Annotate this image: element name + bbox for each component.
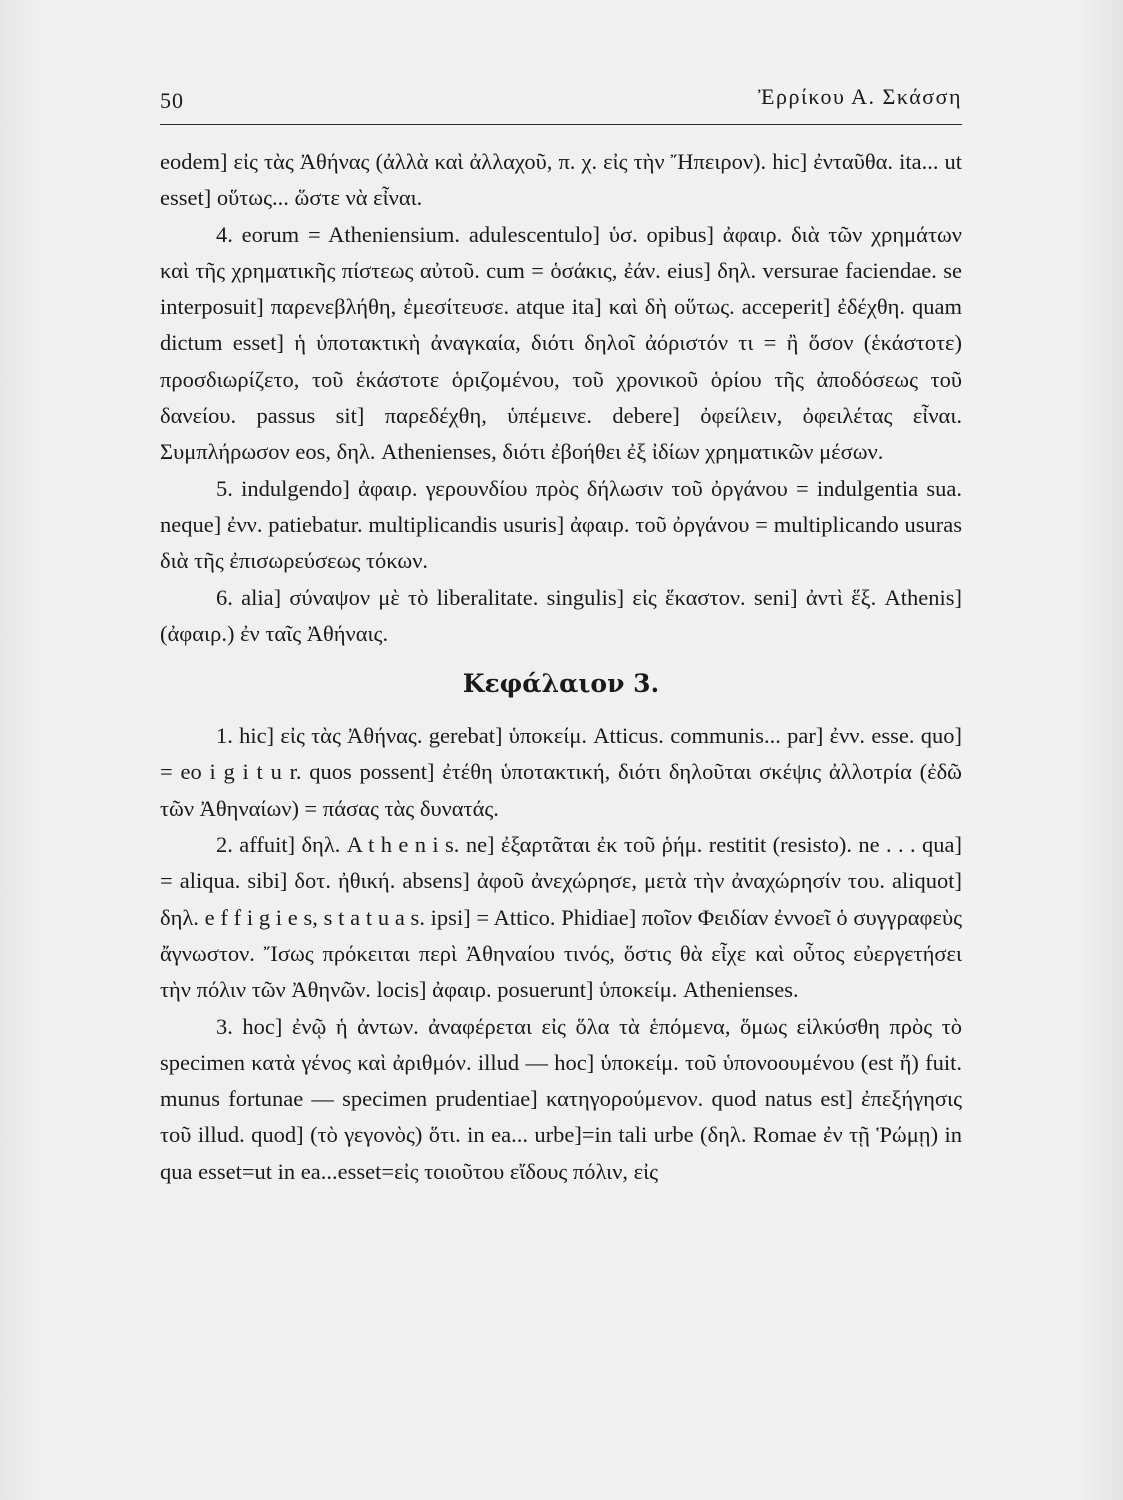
paragraph: 4. eorum = Atheniensium. adulescentulo] ὑσ. opibus] ἀφαιρ. διὰ τῶν χρημάτων καὶ τῆς χρηματικῆς πίστεως αὐτοῦ. cum = ὁσάκις, ἐάν. eius] δηλ. versurae faciendae. se interposuit] παρενεβλήθη, ἐμεσίτευσε. atque ita] καὶ δὴ οὕτως. acceperit] ἐδέχθη. quam dictum esset] ἡ ὑποτακτικὴ ἀναγκαία, διότι δηλοῖ ἀόριστόν τι = ἢ ὅσον (ἑκάστοτε) προσδιωρίζετο, τοῦ ἑκάστοτε ὁριζομένου, τοῦ χρονικοῦ ὁρίου τῆς ἀποδόσεως τοῦ δανείου. passus sit] παρεδέχθη, ὑπέμεινε. debere] ὀφείλειν, ὀφειλέτας εἶναι. Συμπλήρωσον eos, δηλ. Athenienses, διότι ἐβοήθει ἐξ ἰδίων χρηματικῶν μέσων. bbox=[160, 221, 962, 465]
paragraph: 6. alia] σύναψον μὲ τὸ liberalitate. singulis] εἰς ἕκαστον. seni] ἀντὶ ἕξ. Athenis] (ἀφαιρ.) ἐν ταῖς Ἀθήναις. bbox=[160, 584, 962, 646]
header-rule bbox=[160, 124, 962, 125]
running-head: Ἐρρίκου Α. Σκάσση bbox=[758, 84, 962, 109]
paragraph: 3. hoc] ἐνῷ ἡ ἀντων. ἀναφέρεται εἰς ὅλα τὰ ἑπόμενα, ὅμως εἱλκύσθη πρὸς τὸ specimen κατὰ γένος καὶ ἀριθμόν. illud — hoc] ὑποκείμ. τοῦ ὑπονοουμένου (est ἤ) fuit. munus fortunae — specimen prudentiae] κατηγορούμενον. quod natus est] ἐπεξήγησις τοῦ illud. quod] (τὸ γεγονὸς) ὅτι. in ea... urbe]=in tali urbe (δηλ. Romae ἐν τῇ Ῥώμῃ) in qua esset=ut in ea...esset=εἰς τοιοῦτου εἴδους πόλιν, εἰς bbox=[160, 1013, 962, 1184]
paragraph: eodem] εἰς τὰς Ἀθήνας (ἀλλὰ καὶ ἀλλαχοῦ, π. χ. εἰς τὴν Ἤπειρον). hic] ἐνταῦθα. ita... ut esset] οὕτως... ὥστε νὰ εἶναι. bbox=[160, 149, 962, 211]
page-header bbox=[160, 84, 962, 116]
paragraph: 2. affuit] δηλ. A t h e n i s. ne] ἐξαρτᾶται ἐκ τοῦ ῥήμ. restitit (resisto). ne . . . qua] = aliqua. sibi] δοτ. ἠθική. absens] ἀφοῦ ἀνεχώρησε, μετὰ τὴν ἀναχώρησίν του. aliquot] δηλ. e f f i g i e s, s t a t u a s. ipsi] = Attico. Phidiae] ποῖον Φειδίαν ἐννοεῖ ὁ συγγραφεὺς ἄγνωστον. Ἴσως πρόκειται περὶ Ἀθηναίου τινός, ὅστις θὰ εἶχε καὶ οὗτος εὐεργετήσει τὴν πόλιν τῶν Ἀθηνῶν. locis] ἀφαιρ. posuerunt] ὑποκείμ. Athenienses. bbox=[160, 832, 962, 1003]
body-text bbox=[160, 144, 962, 1190]
page-number: 50 bbox=[160, 88, 184, 113]
paragraph: 5. indulgendo] ἀφαιρ. γερουνδίου πρὸς δήλωσιν τοῦ ὀργάνου = indulgentia sua. neque] ἐνν. patiebatur. multiplicandis usuris] ἀφαιρ. τοῦ ὀργάνου = multiplicando usuras διὰ τῆς ἐπισωρεύσεως τόκων. bbox=[160, 475, 962, 574]
paragraph: 1. hic] εἰς τὰς Ἀθήνας. gerebat] ὑποκείμ. Atticus. communis... par] ἐνν. esse. quo] = eo i g i t u r. quos possent] ἐτέθη ὑποτακτική, διότι δηλοῦται σκέψις ἀλλοτρία (ἐδῶ τῶν Ἀθηναίων) = πάσας τὰς δυνατάς. bbox=[160, 723, 962, 821]
chapter-title: Κεφάλαιον 3. bbox=[462, 669, 660, 699]
